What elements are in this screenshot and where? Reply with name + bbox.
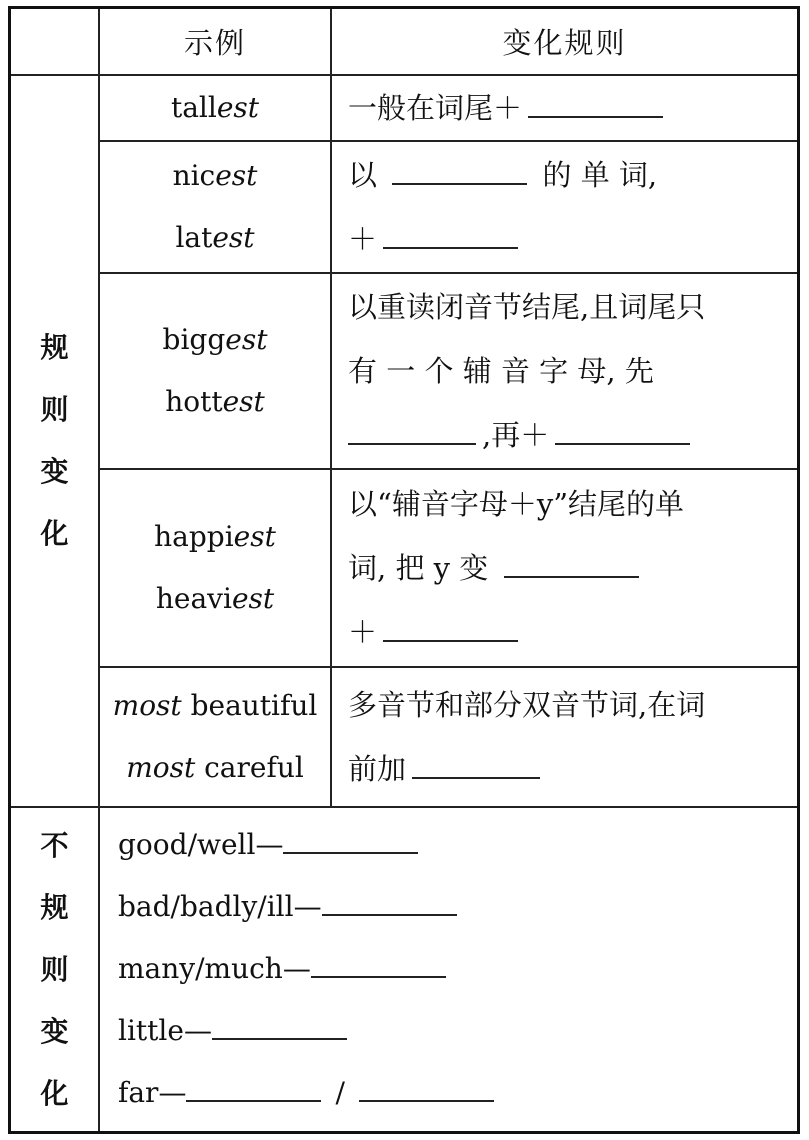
example-word: heaviest xyxy=(155,582,275,615)
answer-blank[interactable] xyxy=(322,884,457,916)
rule-cell xyxy=(331,75,797,141)
rule-cell: 多音节和部分双音节词,在词 前加 xyxy=(331,667,797,807)
example-word: nicest xyxy=(172,159,258,192)
label-char: 变 xyxy=(40,455,69,488)
answer-blank[interactable] xyxy=(359,1070,494,1102)
irregular-item: far— / xyxy=(118,1062,797,1124)
example-word: hottest xyxy=(165,385,265,418)
irregular-item: good/well— xyxy=(118,814,797,876)
regular-row-5 xyxy=(11,667,797,807)
slash-separator: / xyxy=(335,1076,345,1109)
label-char: 规 xyxy=(40,331,69,364)
example-cell xyxy=(99,75,331,141)
example-word: latest xyxy=(175,221,255,254)
answer-blank[interactable] xyxy=(212,1008,347,1040)
answer-blank[interactable] xyxy=(504,546,639,578)
irregular-item: bad/badly/ill— xyxy=(118,876,797,938)
regular-change-label xyxy=(11,75,99,807)
example-phrase: most careful xyxy=(126,751,304,784)
regular-row-2 xyxy=(11,141,797,273)
answer-blank[interactable] xyxy=(283,822,418,854)
example-word: happiest xyxy=(154,520,276,553)
example-word: biggest xyxy=(162,323,268,356)
answer-blank[interactable] xyxy=(348,413,476,445)
irregular-item: little— xyxy=(118,1000,797,1062)
regular-row-4 xyxy=(11,469,797,667)
label-char: 规 xyxy=(40,890,69,924)
rule-cell: 以 的 单 词, ＋ xyxy=(331,141,797,273)
superlative-rules-table xyxy=(11,9,797,1131)
answer-blank[interactable] xyxy=(186,1070,321,1102)
irregular-row xyxy=(11,807,797,1131)
header-empty-cell xyxy=(11,9,99,75)
example-phrase: most beautiful xyxy=(112,689,318,722)
answer-blank[interactable] xyxy=(555,413,690,445)
regular-row-1 xyxy=(11,75,797,141)
example-cell xyxy=(99,667,331,807)
header-row xyxy=(11,9,797,75)
example-word: tallest xyxy=(170,91,260,124)
grammar-table-sheet xyxy=(8,6,800,1134)
example-cell xyxy=(99,273,331,469)
label-char: 化 xyxy=(40,517,69,550)
header-example: 示例 xyxy=(99,9,331,75)
rule-cell: 以重读闭音节结尾,且词尾只 有 一 个 辅 音 字 母, 先 ,再＋ xyxy=(331,273,797,469)
answer-blank[interactable] xyxy=(311,946,446,978)
irregular-list xyxy=(99,807,797,1131)
label-char: 则 xyxy=(40,952,69,986)
example-cell xyxy=(99,141,331,273)
answer-blank[interactable] xyxy=(383,610,518,642)
irregular-change-label xyxy=(11,807,99,1131)
rule-cell: 以“辅音字母＋y”结尾的单 词, 把 y 变 ＋ xyxy=(331,469,797,667)
answer-blank[interactable] xyxy=(383,217,518,249)
label-char: 不 xyxy=(40,828,69,862)
header-rule: 变化规则 xyxy=(331,9,797,75)
irregular-item: many/much— xyxy=(118,938,797,1000)
label-char: 化 xyxy=(40,1076,69,1110)
label-char: 则 xyxy=(40,393,69,426)
example-cell xyxy=(99,469,331,667)
label-char: 变 xyxy=(40,1014,69,1048)
answer-blank[interactable] xyxy=(392,153,527,185)
answer-blank[interactable] xyxy=(412,747,540,779)
answer-blank[interactable] xyxy=(528,86,663,118)
rule-text: 一般在词尾＋ xyxy=(348,91,523,125)
regular-row-3 xyxy=(11,273,797,469)
